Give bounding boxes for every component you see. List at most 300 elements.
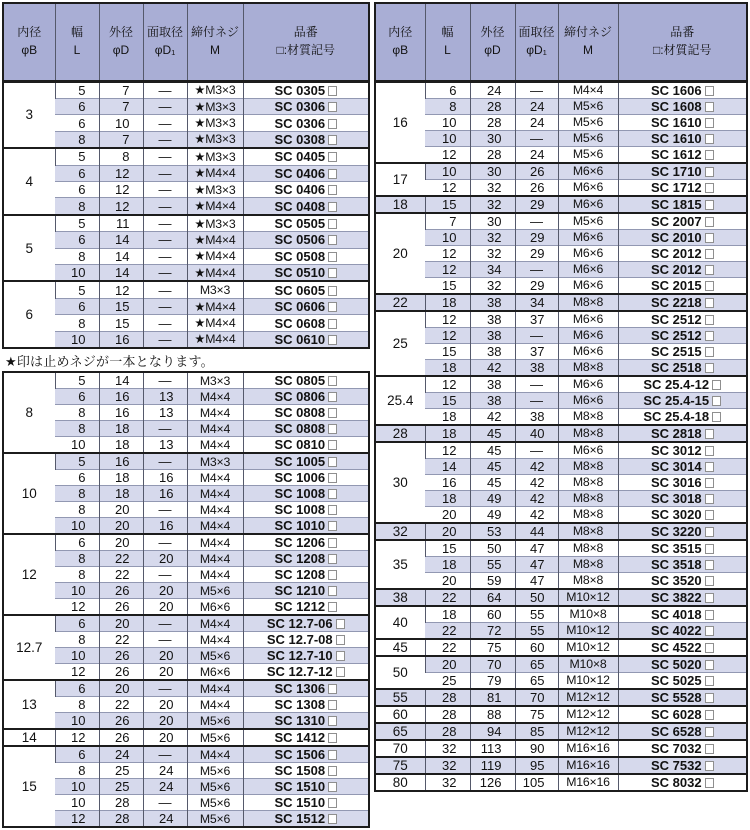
chamfer-diameter-cell: 47 [515,556,558,572]
outer-diameter-cell: 64 [470,589,515,606]
part-number: SC 3016 [650,474,702,490]
outer-diameter-cell: 45 [470,474,515,490]
table-row [3,372,369,389]
table-row [375,589,747,606]
part-number: SC 5025 [650,672,702,688]
screw-cell: M3×3 [187,372,243,389]
material-code-box [328,169,337,179]
header-label: 内径 [388,25,413,40]
screw-cell: M6×6 [558,392,618,408]
screw-cell: M8×8 [558,359,618,376]
table-row [3,81,369,98]
screw-cell: M8×8 [558,474,618,490]
bore-diameter-cell: 6 [3,281,55,348]
table-row [3,763,369,779]
screw-cell: M6×6 [187,664,243,681]
part-number-cell [618,622,747,639]
outer-diameter-cell: 60 [470,606,515,623]
material-code-box [328,750,337,760]
table-row [3,115,369,131]
screw-cell: M5×6 [558,98,618,114]
header-label: 品番 [293,25,318,40]
header-symbol: L [73,42,81,57]
material-code-box [328,521,337,531]
outer-diameter-cell: 7 [99,81,143,98]
material-code-box [328,319,337,329]
part-number-cell [243,131,369,148]
part-number-cell [243,115,369,131]
chamfer-diameter-cell: — [143,265,187,282]
header-symbol: L [444,42,451,57]
outer-diameter-cell: 72 [470,622,515,639]
bore-diameter-cell: 28 [375,425,425,442]
header-symbol: M [583,42,593,57]
part-number-cell [243,232,369,248]
width-cell: 14 [425,458,470,474]
width-cell: 6 [425,81,470,98]
material-code-box [705,494,714,504]
outer-diameter-cell: 16 [99,405,143,421]
part-number: SC 6528 [650,723,702,739]
part-number: SC 2512 [650,327,702,343]
chamfer-diameter-cell: 29 [515,229,558,245]
material-code-box [705,560,714,570]
material-code-box [328,102,337,112]
width-cell: 6 [55,615,99,632]
table-row [3,746,369,763]
table-row [3,599,369,616]
outer-diameter-cell: 30 [470,213,515,230]
table-row [3,551,369,567]
width-cell: 12 [425,146,470,163]
part-number-cell [243,248,369,264]
width-cell: 5 [55,372,99,389]
outer-diameter-cell: 28 [470,114,515,130]
screw-cell: M8×8 [558,572,618,589]
part-number-cell [618,245,747,261]
table-row [375,458,747,474]
chamfer-diameter-cell: 42 [515,474,558,490]
part-number: SC 1005 [274,454,326,469]
screw-cell: M6×6 [558,196,618,213]
material-code-box [328,684,337,694]
part-number: SC 1710 [650,163,702,179]
chamfer-diameter-cell: 16 [143,470,187,486]
chamfer-diameter-cell: 55 [515,606,558,623]
outer-diameter-cell: 24 [470,81,515,98]
column-header-outer-diameter [99,3,143,81]
outer-diameter-cell: 94 [470,723,515,740]
table-row [375,622,747,639]
screw-cell: M12×12 [558,689,618,706]
part-number: SC 1610 [650,130,702,146]
chamfer-diameter-cell: 29 [515,277,558,294]
part-number-cell [618,81,747,98]
bore-diameter-cell: 16 [375,81,425,163]
material-code-box [705,233,714,243]
chamfer-diameter-cell: 65 [515,656,558,673]
outer-diameter-cell: 22 [99,551,143,567]
chamfer-diameter-cell: — [143,372,187,389]
screw-cell: ★M4×4 [187,248,243,264]
material-code-box [705,298,714,308]
part-number-cell [243,583,369,599]
outer-diameter-cell: 12 [99,165,143,181]
chamfer-diameter-cell: 34 [515,294,558,311]
width-cell: 16 [425,474,470,490]
part-number: SC 0305 [274,82,326,98]
part-number-cell [243,567,369,583]
part-number-cell [243,98,369,114]
chamfer-diameter-cell: — [143,148,187,165]
part-number: SC 0606 [274,299,326,315]
chamfer-diameter-cell: — [143,567,187,583]
part-number: SC 0805 [274,373,326,388]
table-row [375,506,747,523]
part-number: SC 0406 [274,182,326,198]
screw-cell: M6×6 [558,179,618,196]
part-number: SC 0806 [274,389,326,404]
outer-diameter-cell: 38 [470,392,515,408]
bore-diameter-cell: 5 [3,215,55,282]
part-number: SC 3822 [650,589,702,605]
chamfer-diameter-cell: — [143,421,187,437]
column-header-bore-diameter [375,3,425,81]
chamfer-diameter-cell: 20 [143,648,187,664]
chamfer-diameter-cell: — [143,453,187,470]
screw-cell: M16×16 [558,774,618,792]
screw-cell: M10×12 [558,622,618,639]
chamfer-diameter-cell: — [143,98,187,114]
outer-diameter-cell: 7 [99,98,143,114]
width-cell: 32 [425,757,470,774]
material-code-box [328,782,337,792]
part-number-cell [243,181,369,197]
part-number-cell [243,746,369,763]
screw-cell: ★M3×3 [187,181,243,197]
material-code-box [328,554,337,564]
width-cell: 12 [425,376,470,393]
width-cell: 10 [425,229,470,245]
table-row [375,639,747,656]
outer-diameter-cell: 7 [99,131,143,148]
table-row [3,680,369,697]
part-number: SC 4018 [650,606,702,622]
screw-cell: M10×12 [558,672,618,689]
outer-diameter-cell: 26 [99,648,143,664]
screw-cell: M16×16 [558,757,618,774]
screw-cell: M5×6 [187,713,243,730]
bore-diameter-cell: 17 [375,163,425,196]
part-number-cell [243,81,369,98]
outer-diameter-cell: 14 [99,372,143,389]
header-symbol: φD₁ [154,42,176,57]
chamfer-diameter-cell: 20 [143,551,187,567]
width-cell: 12 [55,729,99,746]
table-row [375,146,747,163]
screw-cell: ★M4×4 [187,232,243,248]
table-row [3,583,369,599]
part-number-cell [243,795,369,811]
part-number: SC 1212 [274,599,326,614]
material-code-box [328,235,337,245]
star-footnote: ★印は止めネジが一本となります。 [5,353,214,369]
table-body [375,81,747,791]
chamfer-diameter-cell: — [143,115,187,131]
table-row [3,232,369,248]
screw-cell: M4×4 [187,551,243,567]
width-cell: 6 [55,181,99,197]
outer-diameter-cell: 32 [470,229,515,245]
part-number: SC 0506 [274,232,326,248]
table-row [3,148,369,165]
part-number-cell [618,740,747,757]
part-number-cell [618,146,747,163]
part-number: SC 1712 [650,179,702,195]
part-number: SC 2515 [650,343,702,359]
bore-diameter-cell: 20 [375,213,425,294]
column-header-part-number [243,3,369,81]
chamfer-diameter-cell: — [143,81,187,98]
bore-diameter-cell: 8 [3,372,55,453]
table-row [375,359,747,376]
chamfer-diameter-cell: — [143,331,187,348]
material-code-box [712,380,721,390]
chamfer-diameter-cell: 16 [143,518,187,535]
chamfer-diameter-cell: 38 [515,408,558,425]
material-code-box [328,505,337,515]
part-number-cell [618,359,747,376]
material-code-box [336,619,345,629]
part-number: SC 1306 [274,681,326,696]
screw-cell: M4×4 [187,421,243,437]
part-number: SC 25.4-12 [643,376,710,392]
screw-cell: M3×3 [187,281,243,298]
chamfer-diameter-cell: — [515,392,558,408]
part-number-cell [243,421,369,437]
outer-diameter-cell: 16 [99,453,143,470]
outer-diameter-cell: 32 [470,277,515,294]
outer-diameter-cell: 50 [470,540,515,557]
part-number-cell [618,672,747,689]
chamfer-diameter-cell: — [143,680,187,697]
table-row [3,453,369,470]
outer-diameter-cell: 28 [99,811,143,828]
screw-cell: M6×6 [558,376,618,393]
outer-diameter-cell: 42 [470,408,515,425]
part-number-cell [618,130,747,146]
part-number: SC 7032 [650,740,702,756]
screw-cell: M8×8 [558,490,618,506]
width-cell: 28 [425,706,470,723]
width-cell: 6 [55,389,99,405]
screw-cell: M6×6 [558,311,618,328]
table-row [3,697,369,713]
material-code-box [328,586,337,596]
column-header-bore-diameter [3,3,55,81]
material-code-box [705,86,714,96]
material-code-box [328,152,337,162]
table-row [375,376,747,393]
screw-cell: M4×4 [187,405,243,421]
width-cell: 18 [425,359,470,376]
table-row [3,281,369,298]
bore-diameter-cell: 25 [375,311,425,376]
part-number: SC 1308 [274,697,326,712]
table-row [3,518,369,535]
screw-cell: M6×6 [558,343,618,359]
outer-diameter-cell: 18 [99,486,143,502]
material-code-box [705,315,714,325]
part-number: SC 3220 [650,523,702,539]
part-number: SC 7532 [650,757,702,773]
part-number: SC 0405 [274,149,326,165]
material-code-box [328,700,337,710]
material-code-box [705,347,714,357]
part-number: SC 25.4-18 [643,408,710,424]
table-row [3,98,369,114]
part-number-cell [243,470,369,486]
screw-cell: M8×8 [558,506,618,523]
chamfer-diameter-cell: 24 [143,763,187,779]
screw-cell: M6×6 [558,277,618,294]
chamfer-diameter-cell: 24 [515,114,558,130]
chamfer-diameter-cell: 24 [515,98,558,114]
part-number: SC 1412 [274,730,326,745]
table-body [3,81,369,348]
part-number-cell [243,389,369,405]
chamfer-diameter-cell: 42 [515,506,558,523]
outer-diameter-cell: 119 [470,757,515,774]
width-cell: 6 [55,298,99,314]
column-header-clamp-screw [558,3,618,81]
screw-cell: M4×4 [558,81,618,98]
column-header-part-number [618,3,747,81]
table-row [375,311,747,328]
table-row [375,294,747,311]
width-cell: 15 [425,196,470,213]
chamfer-diameter-cell: 47 [515,540,558,557]
bore-diameter-cell: 45 [375,639,425,656]
screw-cell: ★M3×3 [187,148,243,165]
part-number-cell [618,723,747,740]
chamfer-diameter-cell: 20 [143,664,187,681]
chamfer-diameter-cell: 50 [515,589,558,606]
table-row [3,470,369,486]
part-number-cell [618,392,747,408]
chamfer-diameter-cell: — [143,315,187,331]
width-cell: 12 [425,311,470,328]
screw-cell: M4×4 [187,470,243,486]
part-number: SC 1612 [650,146,702,162]
table-row [375,606,747,623]
part-number: SC 0408 [274,198,326,214]
bore-diameter-cell: 80 [375,774,425,792]
bore-diameter-cell: 70 [375,740,425,757]
chamfer-diameter-cell: — [143,232,187,248]
part-number: SC 2818 [650,425,702,441]
part-number-cell [243,405,369,421]
material-code-box [705,249,714,259]
screw-cell: M8×8 [558,540,618,557]
bore-diameter-cell: 30 [375,442,425,523]
material-code-box [705,167,714,177]
outer-diameter-cell: 26 [99,599,143,616]
screw-cell: M4×4 [187,502,243,518]
part-number: SC 4522 [650,639,702,655]
material-code-box [328,135,337,145]
outer-diameter-cell: 20 [99,518,143,535]
width-cell: 32 [425,774,470,792]
width-cell: 6 [55,232,99,248]
table-row [3,437,369,454]
outer-diameter-cell: 26 [99,583,143,599]
screw-cell: M6×6 [558,229,618,245]
table-row [3,664,369,681]
material-code-box [705,778,714,788]
screw-cell: M6×6 [558,442,618,459]
width-cell: 8 [425,98,470,114]
width-cell: 12 [425,442,470,459]
outer-diameter-cell: 45 [470,442,515,459]
table-row [375,572,747,589]
table-row [3,648,369,664]
part-number-cell [243,551,369,567]
table-row [375,261,747,277]
table-row [375,490,747,506]
width-cell: 8 [55,502,99,518]
width-cell: 15 [425,343,470,359]
part-number-cell [243,298,369,314]
screw-cell: M5×6 [187,779,243,795]
outer-diameter-cell: 25 [99,779,143,795]
part-number-cell [243,372,369,389]
part-number-cell [243,502,369,518]
chamfer-diameter-cell: 37 [515,311,558,328]
header-symbol: □:材質記号 [276,42,336,57]
outer-diameter-cell: 32 [470,196,515,213]
table-row [3,615,369,632]
width-cell: 22 [425,589,470,606]
screw-cell: M5×6 [558,146,618,163]
part-number: SC 3018 [650,490,702,506]
table-header [375,3,747,81]
part-number-cell [243,729,369,746]
width-cell: 6 [55,98,99,114]
material-code-box [705,200,714,210]
part-number-cell [618,506,747,523]
table-row [375,229,747,245]
bore-diameter-cell: 13 [3,680,55,729]
bore-diameter-cell: 35 [375,540,425,589]
material-code-box [705,744,714,754]
width-cell: 12 [55,811,99,828]
material-code-box [328,814,337,824]
width-cell: 8 [55,248,99,264]
bore-diameter-cell: 12.7 [3,615,55,680]
width-cell: 10 [55,437,99,454]
part-number-cell [243,453,369,470]
outer-diameter-cell: 32 [470,245,515,261]
material-code-box [705,593,714,603]
screw-cell: M8×8 [558,523,618,540]
header-symbol: φB [21,42,38,57]
screw-cell: M10×8 [558,606,618,623]
material-code-box [712,412,721,422]
screw-cell: M4×4 [187,680,243,697]
table-row [3,534,369,551]
outer-diameter-cell: 38 [470,343,515,359]
